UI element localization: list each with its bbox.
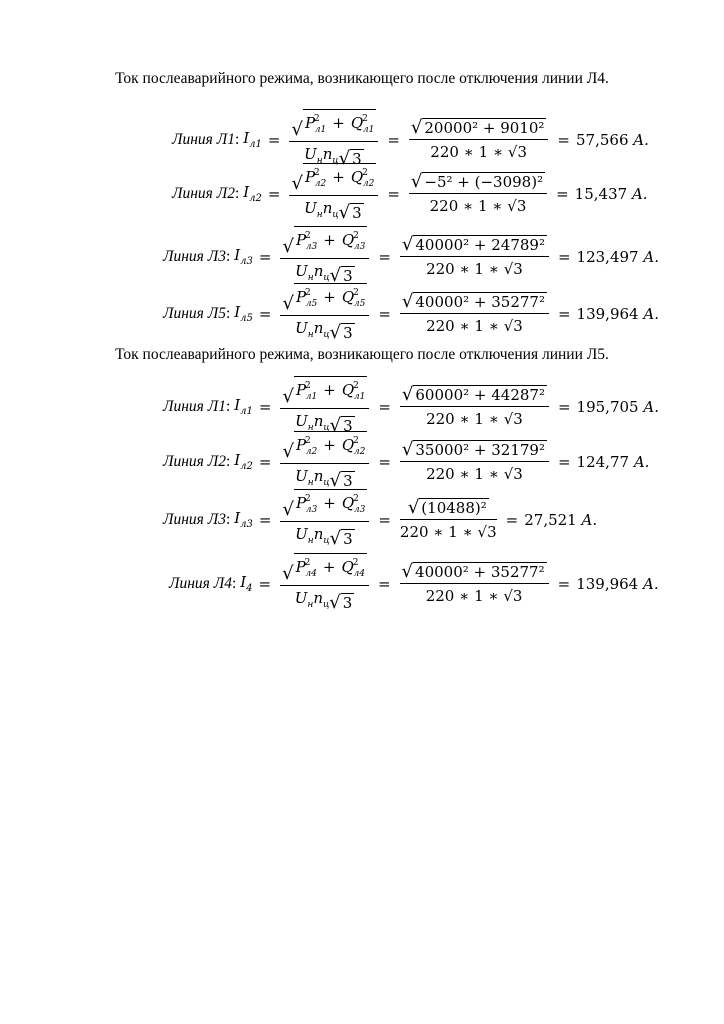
current-letter: I — [243, 129, 250, 147]
p-term: $P^2_{л3}$ — [295, 494, 318, 515]
formula-denominator: $U_н$ $n_ц$ √ 3 — [295, 262, 353, 286]
line-name: Линия Л3 — [163, 510, 227, 528]
q-term: $Q^2_{л1}$ — [350, 114, 375, 135]
equals-sign: = — [557, 397, 571, 416]
result-unit: A. — [633, 452, 650, 471]
equals-sign: = — [267, 130, 281, 149]
formula-denominator: $U_н$ $n_ц$ √ 3 — [295, 319, 353, 343]
line-label: Линия Л2: — [163, 452, 231, 470]
q-term: $Q^2_{л4}$ — [341, 558, 365, 579]
values-numerator: 20000² + 9010² — [424, 119, 545, 137]
values-denominator: 220 ∗ 1 ∗ √3 — [426, 465, 523, 483]
section2-heading: Ток послеаварийного режима, возникающего после отключения линии Л5. — [115, 346, 609, 363]
line-label: Линия Л2: — [172, 184, 240, 202]
sqrt-symbol: √ $P^2_{л1} + Q^2_{л1}$ — [282, 375, 367, 406]
equation-row — [163, 375, 659, 438]
sqrt-symbol: √ $P^2_{л2} + Q^2_{л2}$ — [291, 162, 376, 193]
values-denominator: 220 ∗ 1 ∗ √3 — [426, 260, 523, 278]
p-term: $P^2_{л4}$ — [295, 558, 317, 579]
values-fraction — [400, 497, 497, 542]
sqrt-symbol: √ 3 — [329, 264, 353, 286]
values-fraction — [400, 561, 549, 606]
plus-sign: + — [332, 168, 345, 186]
result-value: 27,521 — [524, 510, 577, 529]
formula-denominator: $U_н$ $n_ц$ √ 3 — [295, 412, 353, 436]
values-numerator: 60000² + 44287² — [415, 386, 545, 404]
sqrt-symbol: √ $P^2_{л3} + Q^2_{л3}$ — [282, 488, 367, 519]
result-value: 123,497 — [576, 247, 639, 266]
q-term: $Q^2_{л2}$ — [350, 168, 375, 189]
p-term: $P^2_{л2}$ — [304, 168, 327, 189]
sqrt-symbol: √ 3 — [338, 147, 362, 169]
values-fraction — [400, 291, 549, 336]
result-value: 139,964 — [576, 574, 639, 593]
result-value: 15,437 — [574, 184, 628, 203]
values-fraction — [409, 171, 547, 216]
formula-fraction — [289, 162, 378, 225]
q-term: $Q^2_{л3}$ — [341, 231, 366, 252]
values-fraction — [400, 439, 549, 484]
current-subscript: л2 — [240, 461, 253, 472]
formula-denominator: $U_н$ $n_ц$ √ 3 — [304, 145, 362, 169]
result-unit: A. — [581, 510, 598, 529]
equals-sign: = — [378, 510, 391, 529]
result-unit: A. — [643, 574, 659, 593]
result-value: 124,77 — [576, 452, 630, 471]
values-denominator: 220 ∗ 1 ∗ √3 — [430, 143, 528, 161]
equals-sign: = — [557, 130, 570, 149]
result-value: 139,964 — [576, 304, 639, 323]
sqrt-symbol: √ 3 — [329, 591, 353, 613]
sqrt-symbol: √ $P^2_{л4} + Q^2_{л4}$ — [282, 552, 367, 583]
current-symbol — [234, 303, 253, 324]
values-numerator: 40000² + 35277² — [415, 563, 545, 581]
current-subscript: л3 — [240, 256, 253, 267]
formula-fraction — [280, 282, 369, 345]
equals-sign: = — [377, 574, 391, 593]
plus-sign: + — [323, 494, 336, 512]
sqrt-symbol: √ 3 — [329, 469, 353, 491]
sqrt-symbol: √ $P^2_{л2} + Q^2_{л2}$ — [282, 430, 367, 461]
line-label: Линия Л5: — [163, 304, 231, 322]
line-label: Линия Л4: — [169, 574, 237, 592]
line-label: Линия Л3: — [163, 510, 231, 528]
equals-sign: = — [378, 397, 391, 416]
values-denominator: 220 ∗ 1 ∗ √3 — [429, 197, 527, 215]
equals-sign: = — [258, 510, 272, 529]
current-letter: I — [240, 573, 247, 591]
values-fraction — [409, 117, 549, 162]
sqrt-symbol: √ 60000² + 44287² — [401, 384, 545, 405]
sqrt-symbol: √ 3 — [329, 527, 353, 549]
q-term: $Q^2_{л2}$ — [341, 436, 366, 457]
result-unit: A. — [643, 397, 659, 416]
current-subscript: л1 — [249, 139, 262, 150]
current-symbol — [243, 129, 262, 150]
equals-sign: = — [557, 574, 571, 593]
plus-sign: + — [322, 558, 336, 576]
formula-denominator: $U_н$ $n_ц$ √ 3 — [295, 467, 353, 491]
line-name: Линия Л1 — [163, 397, 227, 415]
values-denominator: 220 ∗ 1 ∗ √3 — [425, 587, 523, 605]
values-numerator: (10488)² — [421, 499, 487, 517]
line-name: Линия Л5 — [163, 304, 227, 322]
equals-sign: = — [557, 304, 571, 323]
equals-sign: = — [387, 184, 400, 203]
current-symbol — [243, 183, 262, 204]
sqrt-symbol: √ −5² + (−3098)² — [410, 171, 544, 192]
current-symbol — [234, 246, 253, 267]
sqrt-symbol: √ 3 — [329, 414, 353, 436]
equals-sign: = — [378, 304, 391, 323]
equals-sign: = — [258, 397, 272, 416]
equals-sign: = — [387, 130, 400, 149]
q-term: $Q^2_{л1}$ — [341, 381, 366, 402]
sqrt-symbol: √ 20000² + 9010² — [410, 117, 545, 138]
sqrt-symbol: √ 3 — [338, 201, 362, 223]
plus-sign: + — [323, 436, 336, 454]
values-denominator: 220 ∗ 1 ∗ √3 — [399, 523, 497, 541]
line-name: Линия Л2 — [172, 184, 236, 202]
result-unit: A. — [643, 304, 659, 323]
equals-sign: = — [258, 247, 272, 266]
result-unit: A. — [631, 184, 648, 203]
result-value: 195,705 — [576, 397, 639, 416]
section1-heading: Ток послеаварийного режима, возникающего после отключения линии Л4. — [115, 70, 609, 87]
equals-sign: = — [557, 452, 571, 471]
sqrt-symbol: √ (10488)² — [407, 497, 487, 518]
current-subscript: 4 — [246, 583, 253, 594]
result-unit: A. — [633, 130, 649, 149]
equation-row — [163, 488, 597, 551]
formula-fraction — [280, 430, 369, 493]
equals-sign: = — [378, 452, 391, 471]
line-name: Линия Л2 — [163, 452, 227, 470]
sqrt-symbol: √ 40000² + 24789² — [401, 234, 545, 255]
plus-sign: + — [332, 114, 345, 132]
equals-sign: = — [258, 574, 272, 593]
equals-sign: = — [378, 247, 391, 266]
equals-sign: = — [267, 184, 281, 203]
current-subscript: л3 — [240, 519, 253, 530]
p-term: $P^2_{л1}$ — [304, 114, 327, 135]
current-letter: I — [234, 246, 241, 264]
p-term: $P^2_{л1}$ — [295, 381, 318, 402]
current-subscript: л1 — [240, 406, 253, 417]
formula-fraction — [280, 552, 369, 615]
values-denominator: 220 ∗ 1 ∗ √3 — [426, 317, 523, 335]
equals-sign: = — [557, 247, 571, 266]
equals-sign: = — [505, 510, 519, 529]
sqrt-symbol: √ $P^2_{л5} + Q^2_{л5}$ — [282, 282, 367, 313]
equation-row — [169, 552, 659, 615]
equation-row — [163, 282, 659, 345]
current-letter: I — [234, 451, 241, 469]
current-letter: I — [243, 183, 250, 201]
current-symbol — [234, 396, 253, 417]
formula-denominator: $U_н$ $n_ц$ √ 3 — [295, 525, 353, 549]
values-fraction — [400, 384, 549, 429]
plus-sign: + — [323, 381, 336, 399]
line-label: Линия Л3: — [163, 247, 231, 265]
formula-fraction — [280, 488, 369, 551]
values-denominator: 220 ∗ 1 ∗ √3 — [426, 410, 523, 428]
sqrt-symbol: √ 3 — [329, 321, 353, 343]
line-name: Линия Л3 — [163, 247, 227, 265]
values-fraction — [400, 234, 549, 279]
current-letter: I — [234, 396, 241, 414]
sqrt-symbol: √ 40000² + 35277² — [401, 291, 545, 312]
values-numerator: 35000² + 32179² — [415, 441, 545, 459]
values-numerator: 40000² + 35277² — [415, 293, 545, 311]
current-letter: I — [234, 303, 241, 321]
line-name: Линия Л1 — [172, 130, 236, 148]
p-term: $P^2_{л5}$ — [295, 288, 318, 309]
sqrt-symbol: √ $P^2_{л1} + Q^2_{л1}$ — [291, 108, 376, 139]
current-symbol — [234, 509, 253, 530]
current-symbol — [240, 573, 252, 594]
equals-sign: = — [258, 452, 272, 471]
sqrt-symbol: √ 40000² + 35277² — [401, 561, 545, 582]
current-letter: I — [234, 509, 241, 527]
values-numerator: 40000² + 24789² — [415, 236, 545, 254]
p-term: $P^2_{л2}$ — [295, 436, 318, 457]
plus-sign: + — [323, 288, 336, 306]
values-numerator: −5² + (−3098)² — [424, 173, 544, 191]
formula-fraction — [280, 375, 369, 438]
line-name: Линия Л4 — [169, 574, 233, 592]
current-symbol — [234, 451, 253, 472]
line-label: Линия Л1: — [172, 130, 240, 148]
q-term: $Q^2_{л5}$ — [341, 288, 366, 309]
result-unit: A. — [643, 247, 659, 266]
equals-sign: = — [258, 304, 272, 323]
formula-denominator: $U_н$ $n_ц$ √ 3 — [304, 199, 362, 223]
current-subscript: л2 — [249, 193, 262, 204]
line-label: Линия Л1: — [163, 397, 231, 415]
equation-row — [163, 225, 659, 288]
current-subscript: л5 — [240, 313, 253, 324]
plus-sign: + — [323, 231, 336, 249]
equals-sign: = — [556, 184, 569, 203]
formula-fraction — [280, 225, 369, 288]
p-term: $P^2_{л3}$ — [295, 231, 318, 252]
q-term: $Q^2_{л3}$ — [341, 494, 366, 515]
sqrt-symbol: √ 35000² + 32179² — [401, 439, 545, 460]
equation-row — [163, 430, 649, 493]
result-value: 57,566 — [576, 130, 629, 149]
formula-denominator: $U_н$ $n_ц$ √ 3 — [294, 589, 353, 613]
sqrt-symbol: √ $P^2_{л3} + Q^2_{л3}$ — [282, 225, 367, 256]
equation-row — [172, 162, 648, 225]
